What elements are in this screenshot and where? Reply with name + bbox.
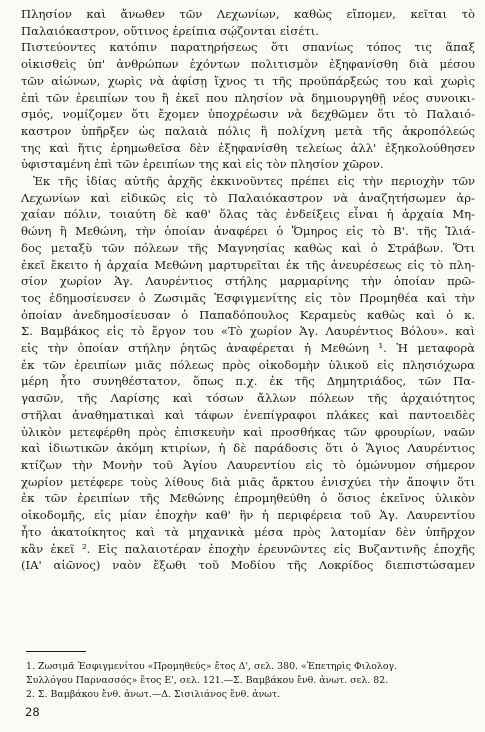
text-line: ἐπὶ τῶν ἐρειπίων του ἢ ἐκεῖ που πλησίον νὰ δημιουργηθῇ νέος συνοικι- <box>21 90 475 105</box>
text-line: ὑφισταμένη ἐπὶ τῶν ἐρειπίων της καὶ εἰς τὸν πλησίον χῶρον. <box>21 157 384 172</box>
text-line: ἐκεῖ ἔκειτο ἡ ἀρχαία Μεθώνη μαρτυρεῖται ἐκ τῆς ἀνευρέσεως εἰς τὸ πλη- <box>21 257 475 272</box>
text-line: χαίαν πόλιν, τοιαύτη δὲ καθ' ὅλας τὰς ἐνδείξεις εἶναι ἡ ἀρχαία Μη- <box>21 207 475 222</box>
text-line: (ΙΑ' αἰῶνος) ναὸν ἔξωθι τοῦ Μοδίου τῆς Λοκρίδος διεπιστώσαμεν <box>21 558 475 573</box>
text-line: σίον χωρίον Ἁγ. Λαυρέντιος στήλης μαρμαρίνης τὴν ὁποίαν πρῶ- <box>21 274 475 289</box>
text-line: οἰκισθεὶς ὑπ' ἀνθρώπων ἐχόντων πολιτισμὸν ἐξηφανίσθη διὰ μέσου <box>21 57 475 72</box>
text-line: Πιστεύοντες κατόπιν παρατηρήσεως ὅτι σπανίως τόπος τις ἅπαξ <box>21 40 475 55</box>
text-line: Λεχωνίων καὶ εἰδικῶς εἰς τὸ Παλαιόκαστρον νὰ ἀναζητήσωμεν ἀρ- <box>21 190 475 205</box>
text-line: ἦτο ἀκατοίκητος καὶ τὰ μηχανικὰ μέσα πρὸς λατομίαν δὲν ὑπῆρχον <box>21 524 475 539</box>
text-line: ἐκ τῶν ἐρειπίων μιᾶς πόλεως πρὸς οἰκοδομὴν ὑλικοῦ εἰς πλησιόχωρα <box>21 357 475 372</box>
text-line: θώνη ἢ Μεθώνη, τὴν ὁποίαν ἀναφέρει ὁ Ὅμηρος εἰς τὸ Β'. τῆς Ἰλιά- <box>21 224 475 239</box>
text-line: καστρον ὑπῆρξεν ὡς παλαιὰ πόλις ἢ πολίχνη μετὰ τῆς ἀκροπόλεώς <box>21 123 475 138</box>
text-line: τος ἐδημοσίευσεν ὁ Ζωσιμᾶς Ἐσφιγμενίτης εἰς τὸν Προμηθέα καὶ τὴν <box>21 290 475 305</box>
text-line: ἐκ τῶν ἐρειπίων τῆς Μεθώνης ἐπρομηθεύθη ὁ ὅσιος ἐκεῖνος ὑλικὸν <box>21 491 475 506</box>
footnote-line: Συλλόγου Παρνασσός» ἔτος Ε', σελ. 121.—Σ. Βαμβάκου ἔνθ. ἀνωτ. σελ. 82. <box>26 675 389 686</box>
text-line: τῶν αἰώνων, χωρὶς νὰ ἀφίσῃ ἴχνος τι τῆς προϋπάρξεώς του καὶ χωρὶς <box>21 73 475 88</box>
text-line: σμός, νομίζομεν ὅτι ἔχομεν ὑποχρέωσιν νὰ δεχθῶμεν ὅτι τὸ Παλαιό- <box>21 107 475 122</box>
footnote-rule <box>26 651 86 652</box>
footnotes <box>26 660 474 702</box>
text-line: καὶ ἰδιωτικῶν ἀκόμη κτιρίων, ἡ δὲ παράδοσις ὅτι ὁ Ἅγιος Λαυρέντιος <box>21 441 475 456</box>
footnote-line: 1. Ζωσιμᾶ Ἐσφιγμενίτου «Προμηθεύς» ἔτος Δ', σελ. 380. «Ἐπετηρὶς Φιλολογ. <box>26 661 398 672</box>
footnote-line: 2. Σ. Βαμβάκου ἔνθ. ἀνωτ.—Δ. Σισιλιάνος ἔνθ. ἀνωτ. <box>26 689 281 700</box>
text-line: Ἐκ τῆς ἰδίας αὐτῆς ἀρχῆς ἐκκινοῦντες πρέπει εἰς τὴν περιοχὴν τῶν <box>33 174 475 189</box>
text-line: ὁποίαν ἀνεδημοσίευσαν ὁ Παπαδόπουλος Κεραμεὺς καθὼς καὶ ὁ κ. <box>21 307 475 322</box>
text-line: στῆλαι ἀναθηματικαὶ καὶ τάφων ἐνεπίγραφοι πλάκες καὶ παντοειδὲς <box>21 407 475 422</box>
text-line: μέρη ἦτο συνηθέστατον, ὅπως π.χ. ἐκ τῆς Δημητριάδος, τῶν Πα- <box>21 374 475 389</box>
text-line: γασῶν, τῆς Λαρίσης καὶ τόσων ἄλλων πόλεων τῆς ἀρχαιότητος <box>21 391 475 406</box>
text-line: της καὶ ἥτις ἐρημωθεῖσα δὲν ἐξηφανίσθη τελείως ἀλλ' ἐξηκολούθησεν <box>21 140 475 155</box>
text-line: Παλαιόκαστρον, οὕτινος ἐρείπια σῴζονται εἰσέτι. <box>21 23 319 38</box>
text-line: ὑλικὸν μετεφέρθη πρὸς ἐπισκευὴν καὶ προσθήκας τῶν φρουρίων, ναῶν <box>21 424 475 439</box>
text-line: Σ. Βαμβάκος εἰς τὸ ἔργον του «Τὸ χωρίον Ἁγ. Λαυρέντιος Βόλου». καὶ <box>21 324 475 339</box>
text-line: Πλησίον καὶ ἄνωθεν τῶν Λεχωνίων, καθὼς εἴπομεν, κεῖται τὸ <box>21 7 475 21</box>
text-line: οἰκοδομῆς, εἰς μίαν ἐποχὴν καθ' ἣν ἡ περιφέρεια τοῦ Ἁγ. Λαυρεντίου <box>21 508 475 523</box>
text-line: χωρίον μετέφερε τοὺς λίθους διὰ μιᾶς ἄρκτου ἐνισχύει τὴν ἄποψιν ὅτι <box>21 474 475 489</box>
text-line: δος μεταξὺ τῶν πόλεων τῆς Μαγνησίας καθὼς καὶ ὁ Στράβων. Ὅτι <box>21 240 475 255</box>
text-line: κἂν ἐκεῖ ². Εἰς παλαιοτέραν ἐποχὴν ἐρευνῶντες εἰς Βυζαντινῆς ἐποχῆς <box>21 541 475 556</box>
text-line: εἰς τὴν ὁποίαν στήλην ῥητῶς ἀναφέρεται ἡ Μεθώνη ¹. Ἡ μεταφορὰ <box>21 341 475 356</box>
text-line: κτίζων τὴν Μονὴν τοῦ Ἁγίου Λαυρεντίου εἰς τὸ ὁμώνυμον σήμερον <box>21 457 475 472</box>
body-text <box>21 6 475 574</box>
page-number: 28 <box>25 705 40 719</box>
